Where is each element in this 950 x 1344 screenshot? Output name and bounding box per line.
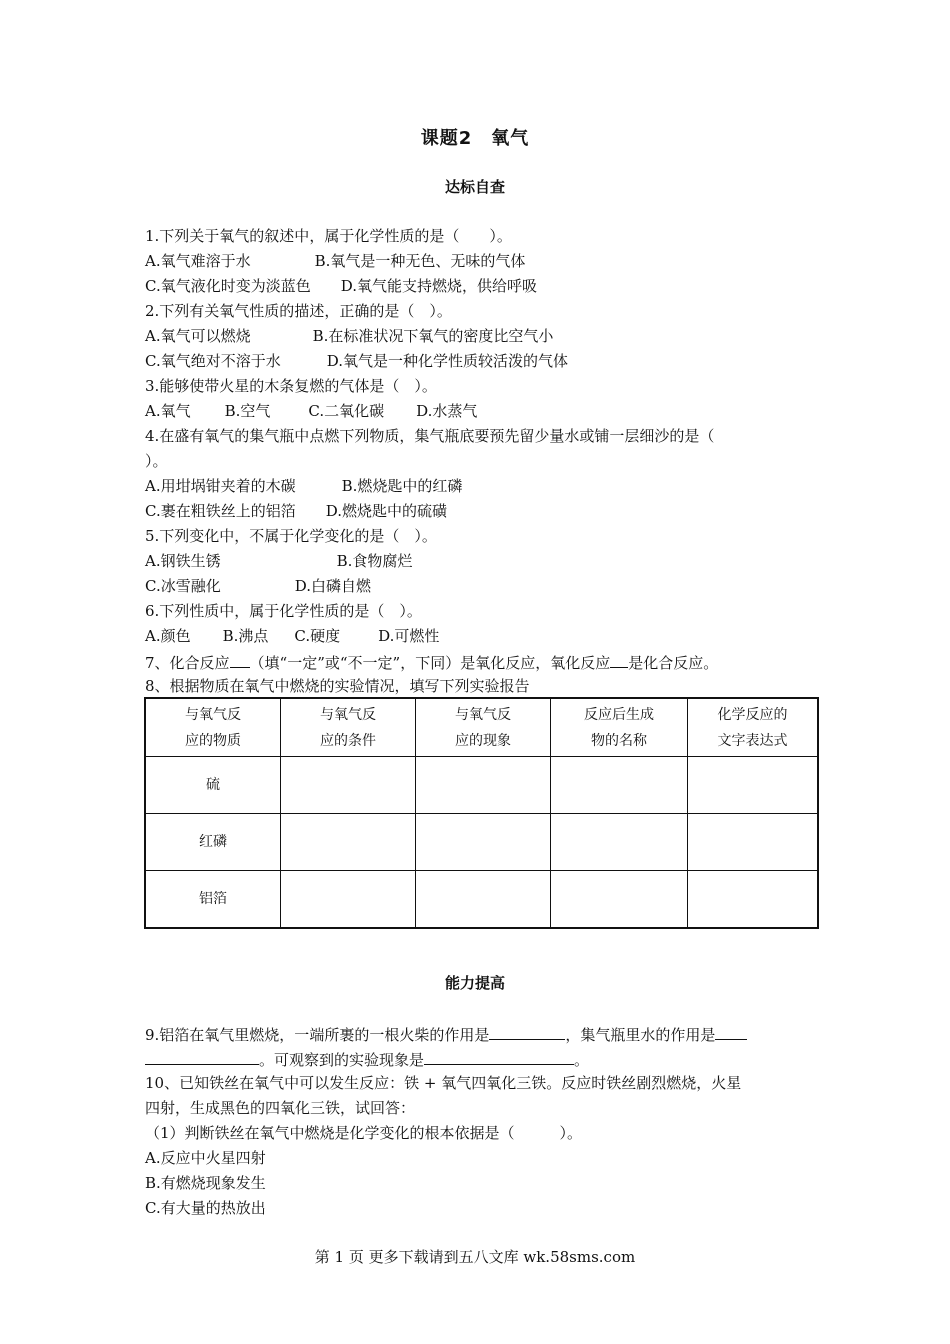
question-6-stem: 6.下列性质中，属于化学性质的是（ ）。	[145, 602, 422, 620]
question-3-options	[145, 399, 825, 424]
question-6-options	[145, 624, 825, 649]
option-a: A.氧气难溶于水	[145, 252, 251, 270]
answer-cell[interactable]	[416, 871, 551, 929]
option-a: A.氧气	[145, 402, 191, 420]
question-1-stem: 1.下列关于氧气的叙述中，属于化学性质的是（ ）。	[145, 227, 512, 245]
answer-cell[interactable]	[416, 757, 551, 814]
row-label: 铝箔	[145, 871, 281, 929]
row-label: 硫	[145, 757, 281, 814]
option-d: D.氧气是一种化学性质较活泼的气体	[326, 352, 568, 370]
row-label: 红磷	[145, 814, 281, 871]
answer-blank[interactable]	[424, 1046, 574, 1065]
question-2-stem: 2.下列有关氧气性质的描述，正确的是（ ）。	[145, 302, 452, 320]
option-b: B.燃烧匙中的红磷	[341, 477, 463, 495]
question-2-options-cd	[145, 349, 825, 374]
question-5-options-cd	[145, 574, 825, 599]
question-5-stem: 5.下列变化中，不属于化学变化的是（ ）。	[145, 527, 437, 545]
table-row	[145, 871, 818, 929]
answer-blank[interactable]	[610, 649, 628, 668]
option-c: C.裹在粗铁丝上的铝箔	[145, 502, 296, 520]
table-header-row	[145, 698, 818, 757]
option-b: B.沸点	[222, 627, 269, 645]
option-a: A.氧气可以燃烧	[145, 327, 251, 345]
question-8-stem: 8、根据物质在氧气中燃烧的实验情况，填写下列实验报告	[145, 677, 530, 695]
option-c: C.二氧化碳	[308, 402, 385, 420]
answer-cell[interactable]	[551, 757, 688, 814]
page-title: 课题2 氧气	[420, 128, 530, 149]
answer-cell[interactable]	[688, 757, 819, 814]
question-9-line2: 。可观察到的实验现象是 。	[145, 1046, 825, 1073]
question-10-sub1: （1）判断铁丝在氧气中燃烧是化学变化的根本依据是（ ）。	[145, 1124, 583, 1142]
question-4-options-cd	[145, 499, 825, 524]
option-c: C.有大量的热放出	[145, 1199, 266, 1217]
table-row	[145, 757, 818, 814]
answer-blank[interactable]	[145, 1046, 259, 1065]
option-c: C.冰雪融化	[145, 577, 221, 595]
option-c: C.氧气绝对不溶于水	[145, 352, 281, 370]
option-b: B.空气	[224, 402, 271, 420]
option-d: D.燃烧匙中的硫磺	[325, 502, 447, 520]
question-7: 7、化合反应 （填“一定”或“不一定”，下同）是氧化反应，氧化反应 是化合反应。	[145, 649, 825, 676]
option-d: D.水蒸气	[416, 402, 478, 420]
option-c: C.氧气液化时变为淡蓝色	[145, 277, 311, 295]
answer-blank[interactable]	[715, 1021, 747, 1040]
table-row	[145, 814, 818, 871]
section-heading-improve: 能力提高	[444, 974, 505, 992]
option-b: B.氧气是一种无色、无味的气体	[314, 252, 526, 270]
column-header: 与氧气反 应的条件	[281, 698, 416, 757]
option-d: D.氧气能支持燃烧，供给呼吸	[340, 277, 537, 295]
experiment-report-table	[144, 697, 819, 929]
answer-cell[interactable]	[416, 814, 551, 871]
column-header: 与氧气反 应的物质	[145, 698, 281, 757]
answer-cell[interactable]	[688, 814, 819, 871]
question-10-line1: 10、已知铁丝在氧气中可以发生反应：铁 + 氧气四氧化三铁。反应时铁丝剧烈燃烧，火星	[145, 1074, 742, 1092]
option-a: A.用坩埚钳夹着的木碳	[145, 477, 296, 495]
option-a: A.反应中火星四射	[145, 1149, 266, 1167]
option-b: B.有燃烧现象发生	[145, 1174, 266, 1192]
question-1-options-ab	[145, 249, 825, 274]
question-9-line1: 9.铝箔在氧气里燃烧，一端所裹的一根火柴的作用是 ，集气瓶里水的作用是	[145, 1021, 825, 1048]
question-4-options-ab	[145, 474, 825, 499]
question-4-stem-line2: ）。	[145, 452, 168, 470]
answer-blank[interactable]	[230, 649, 250, 668]
question-4-stem-line1: 4.在盛有氧气的集气瓶中点燃下列物质，集气瓶底要预先留少量水或铺一层细沙的是（	[145, 427, 715, 445]
option-b: B.食物腐烂	[336, 552, 413, 570]
option-a: A.钢铁生锈	[145, 552, 221, 570]
answer-cell[interactable]	[551, 814, 688, 871]
section-heading-self-check: 达标自查	[444, 178, 505, 196]
option-c: C.硬度	[294, 627, 341, 645]
answer-cell[interactable]	[281, 814, 416, 871]
answer-cell[interactable]	[281, 757, 416, 814]
answer-cell[interactable]	[281, 871, 416, 929]
answer-cell[interactable]	[551, 871, 688, 929]
question-3-stem: 3.能够使带火星的木条复燃的气体是（ ）。	[145, 377, 437, 395]
question-2-options-ab	[145, 324, 825, 349]
option-b: B.在标准状况下氧气的密度比空气小	[312, 327, 554, 345]
column-header: 反应后生成 物的名称	[551, 698, 688, 757]
answer-cell[interactable]	[688, 871, 819, 929]
column-header: 与氧气反 应的现象	[416, 698, 551, 757]
question-10-line2: 四射，生成黑色的四氧化三铁，试回答：	[145, 1099, 416, 1117]
question-1-options-cd	[145, 274, 825, 299]
answer-blank[interactable]	[489, 1021, 565, 1040]
column-header: 化学反应的 文字表达式	[688, 698, 819, 757]
page-footer: 第 1 页 更多下载请到五八文库 wk.58sms.com	[314, 1248, 636, 1266]
question-5-options-ab	[145, 549, 825, 574]
option-d: D.可燃性	[378, 627, 440, 645]
option-a: A.颜色	[145, 627, 191, 645]
option-d: D.白磷自燃	[294, 577, 371, 595]
